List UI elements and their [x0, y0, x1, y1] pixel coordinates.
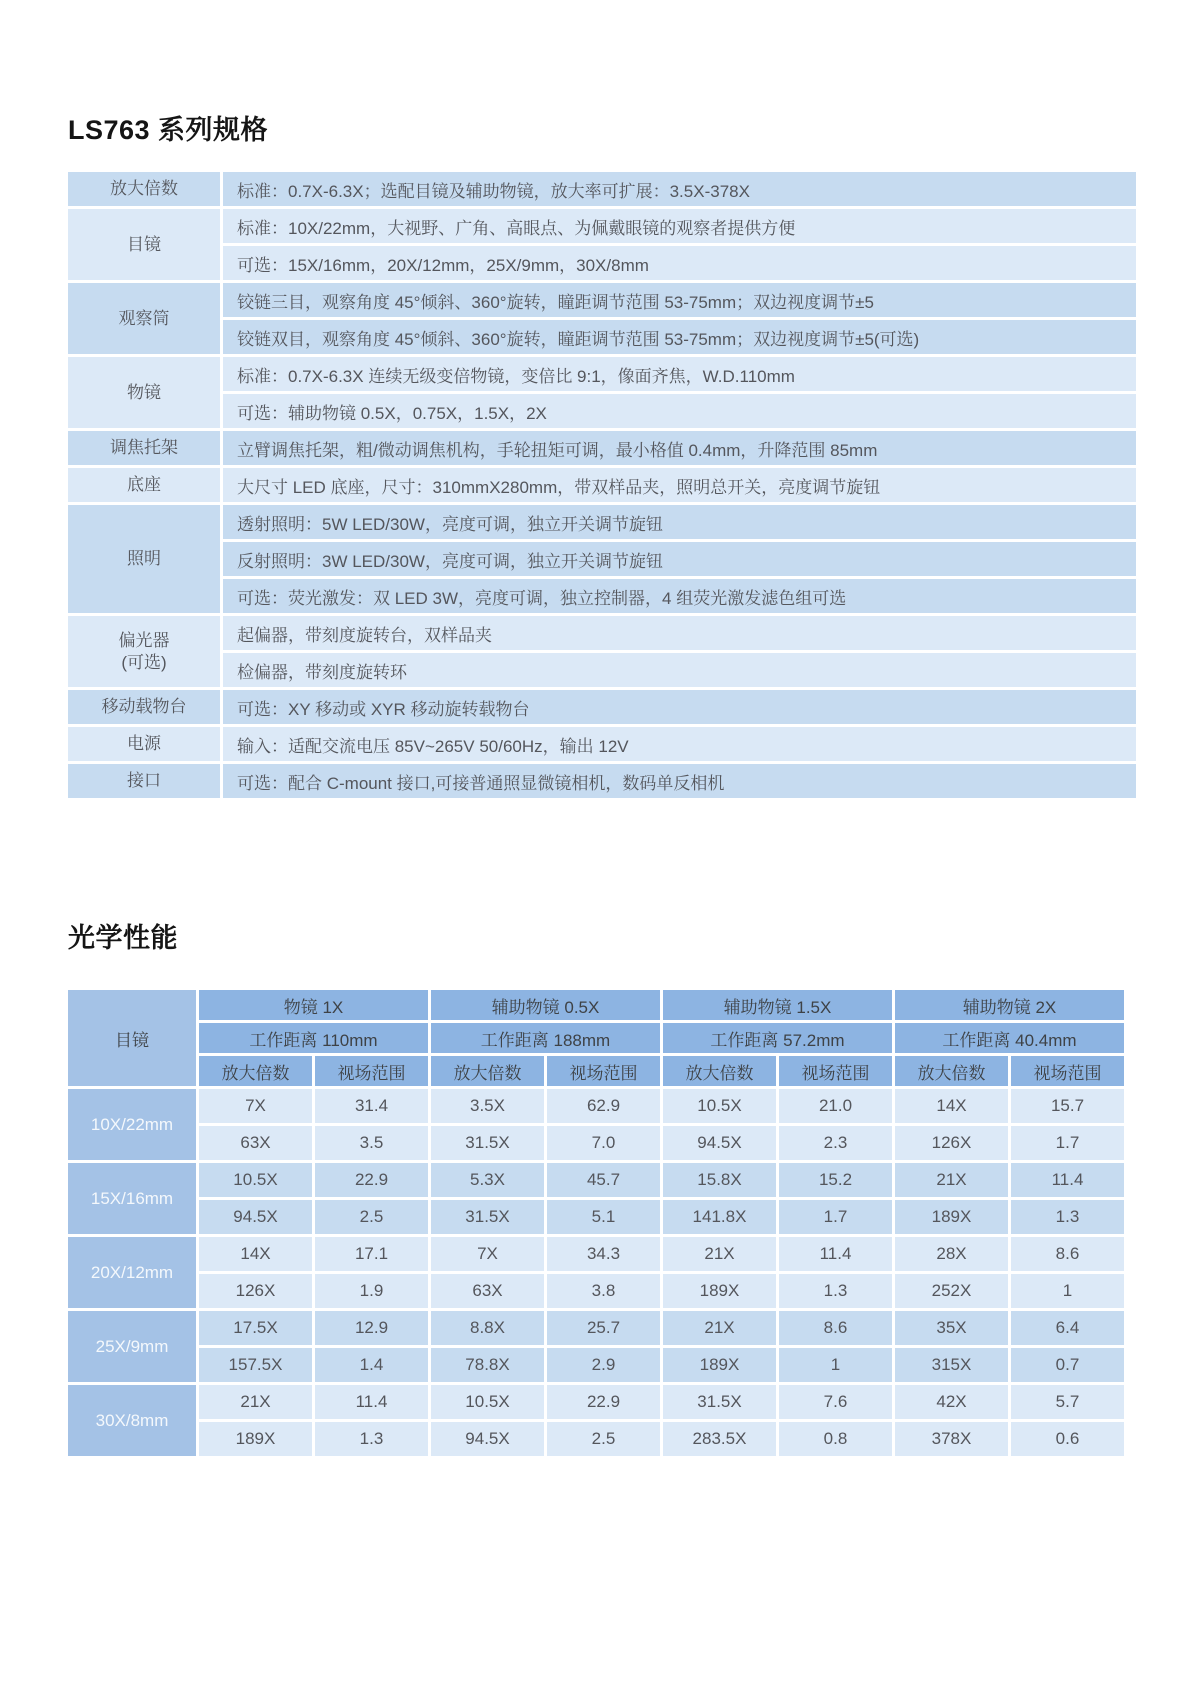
spec-table — [68, 172, 1136, 798]
optical-sub-header: 视场范围 — [1011, 1056, 1124, 1086]
spec-row-label — [68, 431, 220, 465]
optical-working-distance: 工作距离 57.2mm — [663, 1023, 892, 1053]
optical-data-cell: 315X — [895, 1348, 1008, 1382]
optical-data-cell: 1 — [779, 1348, 892, 1382]
spec-row-label — [68, 172, 220, 206]
spec-line: 输入：适配交流电压 85V~265V 50/60Hz，输出 12V — [223, 727, 1136, 761]
optical-group-header: 辅助物镜 1.5X — [663, 990, 892, 1020]
spec-label-text: 目镜 — [127, 234, 161, 254]
optical-data-cell: 0.7 — [1011, 1348, 1124, 1382]
spec-row-content — [223, 505, 1136, 613]
optical-data-cell: 63X — [199, 1126, 312, 1160]
optical-eyepiece-label: 20X/12mm — [68, 1237, 196, 1308]
optical-sub-header: 放大倍数 — [199, 1056, 312, 1086]
optical-data-cell: 21X — [663, 1237, 776, 1271]
optical-data-cell: 7.0 — [547, 1126, 660, 1160]
spec-line: 可选：XY 移动或 XYR 移动旋转载物台 — [223, 690, 1136, 724]
optical-data-cell: 5.3X — [431, 1163, 544, 1197]
optical-data-cell: 15.8X — [663, 1163, 776, 1197]
optical-eyepiece-label: 25X/9mm — [68, 1311, 196, 1382]
spec-row-label — [68, 357, 220, 428]
optical-data-cell: 94.5X — [199, 1200, 312, 1234]
spec-line: 反射照明：3W LED/30W，亮度可调，独立开关调节旋钮 — [223, 542, 1136, 576]
spec-row-content — [223, 357, 1136, 428]
spec-row-label — [68, 764, 220, 798]
optical-group-header: 辅助物镜 2X — [895, 990, 1124, 1020]
spec-line: 标准：0.7X-6.3X；选配目镜及辅助物镜，放大率可扩展：3.5X-378X — [223, 172, 1136, 206]
spec-label-text: 调焦托架 — [110, 438, 178, 457]
optical-eyepiece-label: 15X/16mm — [68, 1163, 196, 1234]
spec-row — [68, 616, 1136, 687]
optical-data-cell: 1.3 — [1011, 1200, 1124, 1234]
optical-data-cell: 17.1 — [315, 1237, 428, 1271]
optical-sub-header: 放大倍数 — [663, 1056, 776, 1086]
optical-data-cell: 0.8 — [779, 1422, 892, 1456]
optical-data-cell: 2.3 — [779, 1126, 892, 1160]
spec-label-text: 物镜 — [127, 382, 161, 402]
spec-line: 铰链三目，观察角度 45°倾斜、360°旋转，瞳距调节范围 53-75mm；双边视度调节±5 — [223, 283, 1136, 317]
optical-data-cell: 21.0 — [779, 1089, 892, 1123]
optical-data-cell: 31.5X — [663, 1385, 776, 1419]
optical-data-cell: 31.4 — [315, 1089, 428, 1123]
optical-data-cell: 45.7 — [547, 1163, 660, 1197]
spec-row-label — [68, 727, 220, 761]
spec-line: 透射照明：5W LED/30W，亮度可调，独立开关调节旋钮 — [223, 505, 1136, 539]
optical-data-cell: 14X — [199, 1237, 312, 1271]
spec-row-content — [223, 616, 1136, 687]
spec-line: 立臂调焦托架，粗/微动调焦机构，手轮扭矩可调，最小格值 0.4mm，升降范围 85mm — [223, 431, 1136, 465]
optical-data-cell: 35X — [895, 1311, 1008, 1345]
optical-data-cell: 1.4 — [315, 1348, 428, 1382]
optical-table — [68, 990, 1124, 1456]
spec-line: 可选：配合 C-mount 接口,可接普通照显微镜相机，数码单反相机 — [223, 764, 1136, 798]
spec-row — [68, 172, 1136, 206]
optical-data-cell: 1.3 — [315, 1422, 428, 1456]
optical-data-cell: 1.7 — [779, 1200, 892, 1234]
optical-data-cell: 141.8X — [663, 1200, 776, 1234]
spec-line: 标准：0.7X-6.3X 连续无级变倍物镜，变倍比 9:1，像面齐焦，W.D.110mm — [223, 357, 1136, 391]
optical-working-distance: 工作距离 40.4mm — [895, 1023, 1124, 1053]
optical-data-cell: 1.7 — [1011, 1126, 1124, 1160]
optical-data-cell: 94.5X — [663, 1126, 776, 1160]
spec-row — [68, 727, 1136, 761]
spec-label-text: 接口 — [127, 771, 161, 790]
optical-sub-header: 放大倍数 — [431, 1056, 544, 1086]
spec-row — [68, 505, 1136, 613]
spec-row-content — [223, 468, 1136, 502]
spec-line: 可选：15X/16mm，20X/12mm，25X/9mm，30X/8mm — [223, 246, 1136, 280]
spec-row-content — [223, 727, 1136, 761]
spec-label-text: 电源 — [127, 734, 161, 753]
optical-corner-label: 目镜 — [68, 990, 196, 1086]
optical-data-cell: 25.7 — [547, 1311, 660, 1345]
optical-data-cell: 21X — [199, 1385, 312, 1419]
optical-data-cell: 7.6 — [779, 1385, 892, 1419]
optical-data-cell: 31.5X — [431, 1200, 544, 1234]
spec-row — [68, 357, 1136, 428]
optical-data-cell: 34.3 — [547, 1237, 660, 1271]
spec-row-label — [68, 616, 220, 687]
optical-sub-header: 视场范围 — [547, 1056, 660, 1086]
optical-data-cell: 126X — [199, 1274, 312, 1308]
spec-label-text: 移动载物台 — [101, 697, 187, 716]
spec-line: 标准：10X/22mm，大视野、广角、高眼点、为佩戴眼镜的观察者提供方便 — [223, 209, 1136, 243]
optical-data-cell: 22.9 — [315, 1163, 428, 1197]
optical-data-cell: 378X — [895, 1422, 1008, 1456]
spec-row-content — [223, 764, 1136, 798]
spec-row-label — [68, 468, 220, 502]
optical-data-cell: 11.4 — [779, 1237, 892, 1271]
optical-data-cell: 189X — [663, 1348, 776, 1382]
section-title-optical: 光学性能 — [68, 923, 178, 953]
optical-data-cell: 28X — [895, 1237, 1008, 1271]
page-title: LS763 系列规格 — [68, 115, 269, 145]
optical-data-cell: 189X — [895, 1200, 1008, 1234]
optical-data-cell: 3.8 — [547, 1274, 660, 1308]
optical-working-distance: 工作距离 110mm — [199, 1023, 428, 1053]
optical-data-cell: 6.4 — [1011, 1311, 1124, 1345]
optical-data-cell: 94.5X — [431, 1422, 544, 1456]
optical-data-cell: 189X — [199, 1422, 312, 1456]
optical-data-cell: 5.7 — [1011, 1385, 1124, 1419]
spec-row-label — [68, 690, 220, 724]
spec-line: 检偏器，带刻度旋转环 — [223, 653, 1136, 687]
spec-row-label — [68, 505, 220, 613]
optical-data-cell: 22.9 — [547, 1385, 660, 1419]
optical-data-cell: 0.6 — [1011, 1422, 1124, 1456]
optical-data-cell: 189X — [663, 1274, 776, 1308]
optical-data-cell: 21X — [895, 1163, 1008, 1197]
optical-eyepiece-label: 30X/8mm — [68, 1385, 196, 1456]
spec-label-text: (可选) — [121, 652, 167, 672]
optical-data-cell: 2.5 — [315, 1200, 428, 1234]
optical-data-cell: 42X — [895, 1385, 1008, 1419]
optical-data-cell: 7X — [431, 1237, 544, 1271]
spec-line: 大尺寸 LED 底座，尺寸：310mmX280mm，带双样品夹，照明总开关，亮度调节旋钮 — [223, 468, 1136, 502]
optical-data-cell: 1.9 — [315, 1274, 428, 1308]
spec-row — [68, 764, 1136, 798]
spec-label-text: 观察筒 — [118, 308, 170, 328]
spec-row — [68, 209, 1136, 280]
spec-line: 可选：辅助物镜 0.5X，0.75X，1.5X，2X — [223, 394, 1136, 428]
optical-data-cell: 10.5X — [431, 1385, 544, 1419]
spec-row-content — [223, 431, 1136, 465]
optical-data-cell: 8.8X — [431, 1311, 544, 1345]
optical-data-cell: 7X — [199, 1089, 312, 1123]
spec-row-content — [223, 283, 1136, 354]
spec-row — [68, 468, 1136, 502]
optical-data-cell: 1 — [1011, 1274, 1124, 1308]
spec-line: 铰链双目，观察角度 45°倾斜、360°旋转，瞳距调节范围 53-75mm；双边视度调节±5(可选) — [223, 320, 1136, 354]
spec-row-label — [68, 283, 220, 354]
spec-row-content — [223, 172, 1136, 206]
optical-data-cell: 157.5X — [199, 1348, 312, 1382]
optical-data-cell: 12.9 — [315, 1311, 428, 1345]
optical-data-cell: 283.5X — [663, 1422, 776, 1456]
optical-data-cell: 62.9 — [547, 1089, 660, 1123]
spec-line: 可选：荧光激发：双 LED 3W，亮度可调，独立控制器，4 组荧光激发滤色组可选 — [223, 579, 1136, 613]
optical-data-cell: 252X — [895, 1274, 1008, 1308]
optical-data-cell: 21X — [663, 1311, 776, 1345]
optical-sub-header: 视场范围 — [315, 1056, 428, 1086]
optical-data-cell: 1.3 — [779, 1274, 892, 1308]
spec-row-label — [68, 209, 220, 280]
spec-row-content — [223, 690, 1136, 724]
optical-data-cell: 3.5X — [431, 1089, 544, 1123]
optical-data-cell: 8.6 — [779, 1311, 892, 1345]
optical-data-cell: 11.4 — [315, 1385, 428, 1419]
optical-data-cell: 126X — [895, 1126, 1008, 1160]
spec-row — [68, 431, 1136, 465]
spec-label-text: 偏光器 — [118, 630, 170, 650]
optical-data-cell: 8.6 — [1011, 1237, 1124, 1271]
optical-data-cell: 5.1 — [547, 1200, 660, 1234]
optical-data-cell: 14X — [895, 1089, 1008, 1123]
optical-eyepiece-label: 10X/22mm — [68, 1089, 196, 1160]
spec-row-content — [223, 209, 1136, 280]
optical-data-cell: 11.4 — [1011, 1163, 1124, 1197]
optical-sub-header: 放大倍数 — [895, 1056, 1008, 1086]
spec-line: 起偏器，带刻度旋转台，双样品夹 — [223, 616, 1136, 650]
optical-group-header: 物镜 1X — [199, 990, 428, 1020]
optical-data-cell: 10.5X — [199, 1163, 312, 1197]
spec-row — [68, 690, 1136, 724]
spec-row — [68, 283, 1136, 354]
optical-data-cell: 10.5X — [663, 1089, 776, 1123]
optical-data-cell: 17.5X — [199, 1311, 312, 1345]
optical-data-cell: 2.9 — [547, 1348, 660, 1382]
spec-label-text: 放大倍数 — [110, 179, 178, 198]
optical-data-cell: 15.2 — [779, 1163, 892, 1197]
optical-data-cell: 78.8X — [431, 1348, 544, 1382]
optical-working-distance: 工作距离 188mm — [431, 1023, 660, 1053]
optical-data-cell: 15.7 — [1011, 1089, 1124, 1123]
spec-label-text: 照明 — [127, 549, 161, 568]
optical-data-cell: 31.5X — [431, 1126, 544, 1160]
optical-group-header: 辅助物镜 0.5X — [431, 990, 660, 1020]
optical-data-cell: 63X — [431, 1274, 544, 1308]
optical-sub-header: 视场范围 — [779, 1056, 892, 1086]
optical-data-cell: 3.5 — [315, 1126, 428, 1160]
optical-data-cell: 2.5 — [547, 1422, 660, 1456]
spec-label-text: 底座 — [127, 475, 161, 494]
